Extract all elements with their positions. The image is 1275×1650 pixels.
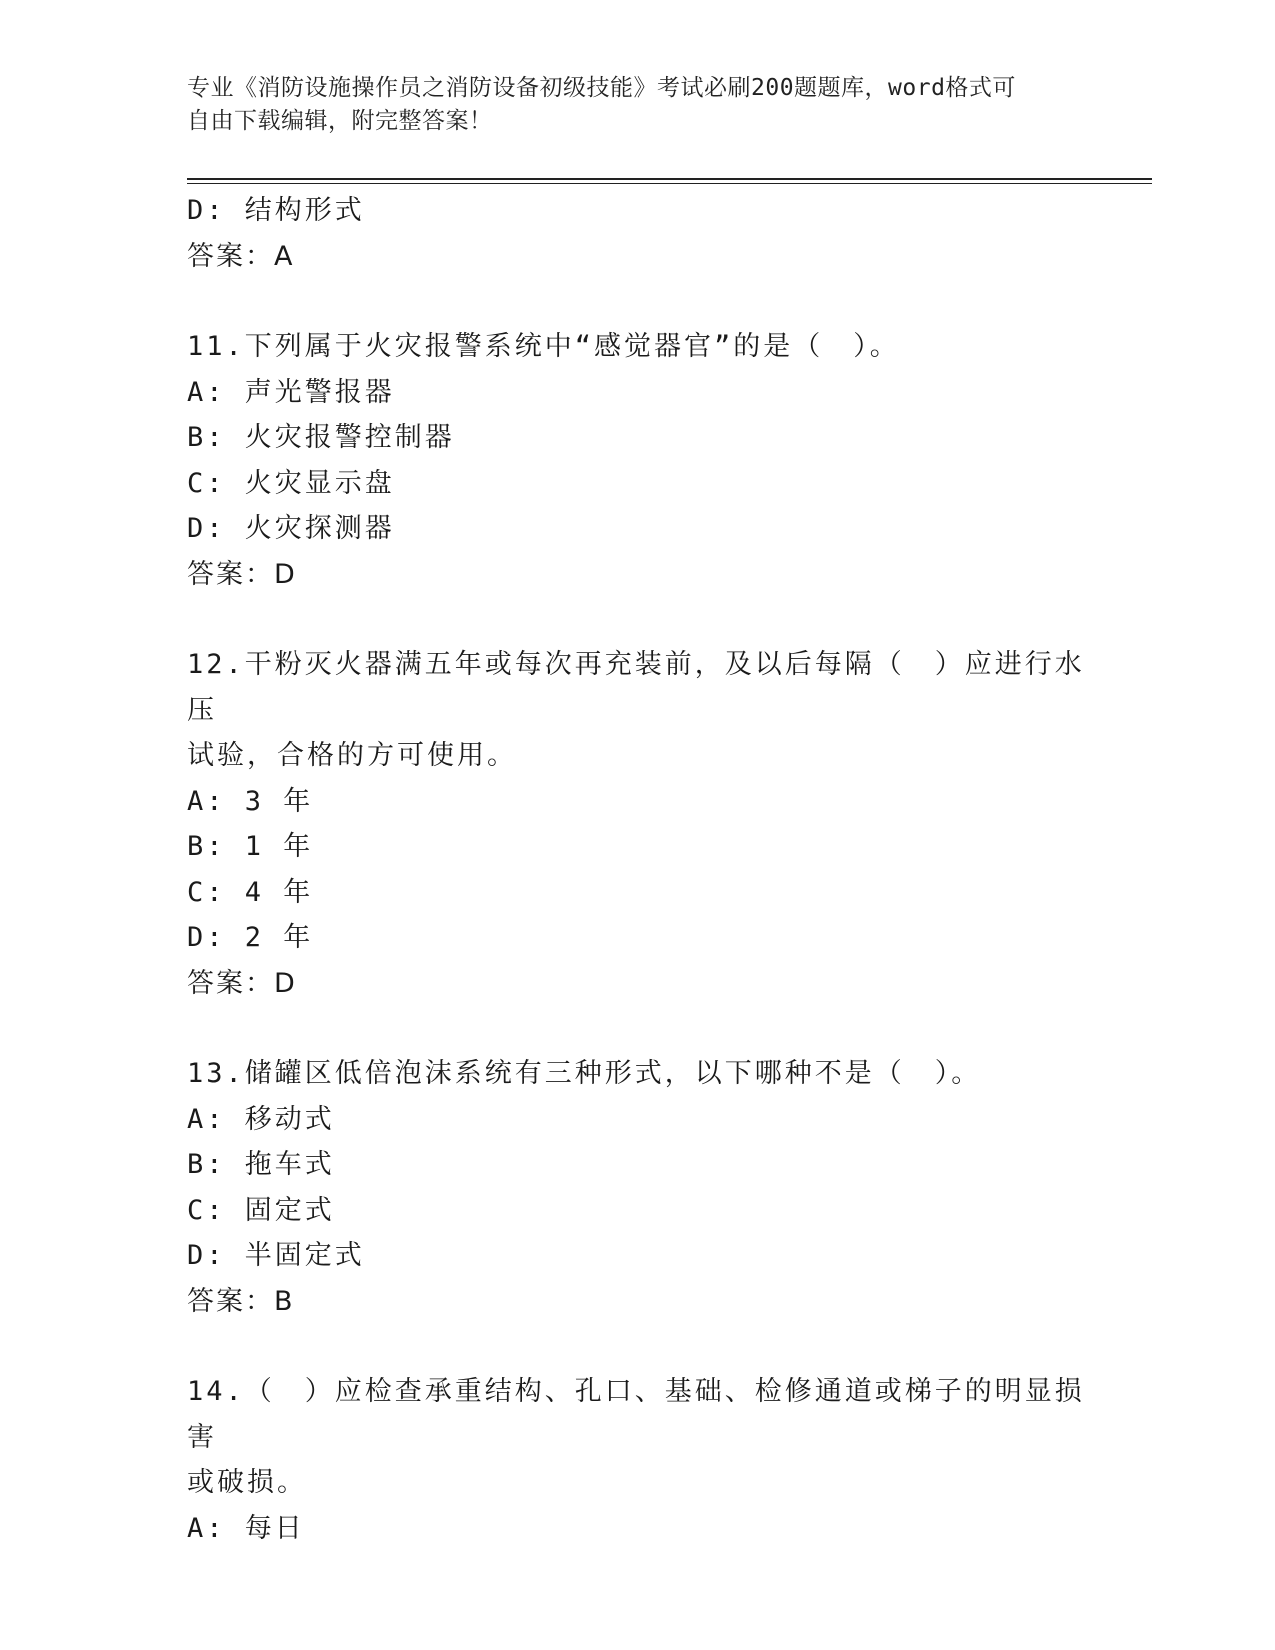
header-line-2: 自由下载编辑，附完整答案！ xyxy=(187,108,493,134)
answer: 答案：D xyxy=(187,558,297,590)
question-content xyxy=(187,188,1087,1551)
option-a: A: 移动式 xyxy=(187,1103,335,1135)
option-b: B: 火灾报警控制器 xyxy=(187,422,455,453)
answer: 答案：B xyxy=(187,1285,295,1317)
question-stem: 12.干粉灭火器满五年或每次再充装前，及以后每隔（ ）应进行水压 xyxy=(187,649,1085,726)
option-d: D: 火灾探测器 xyxy=(187,513,395,544)
question-stem: 14.（ ）应检查承重结构、孔口、基础、检修通道或梯子的明显损害 xyxy=(187,1376,1085,1453)
option-d: D: 半固定式 xyxy=(187,1240,365,1271)
question-stem-cont: 试验，合格的方可使用。 xyxy=(187,740,517,771)
question-13 xyxy=(187,1051,1087,1324)
header-divider-thin xyxy=(187,183,1152,184)
question-14 xyxy=(187,1369,1087,1551)
spacer xyxy=(187,279,1087,324)
header-line-1: 专业《消防设施操作员之消防设备初级技能》考试必刷200题题库，word格式可 xyxy=(187,75,1016,101)
spacer xyxy=(187,1324,1087,1369)
question-stem: 13.储罐区低倍泡沫系统有三种形式，以下哪种不是（ ）。 xyxy=(187,1058,982,1089)
option-d: D: 2 年 xyxy=(187,922,314,953)
document-header xyxy=(187,72,1067,138)
question-12 xyxy=(187,642,1087,1006)
prev-option-d: D: 结构形式 xyxy=(187,195,365,226)
header-divider-thick xyxy=(187,178,1152,180)
option-c: C: 4 年 xyxy=(187,876,314,908)
spacer xyxy=(187,597,1087,642)
option-a: A: 声光警报器 xyxy=(187,376,395,408)
spacer xyxy=(187,1006,1087,1051)
option-a: A: 3 年 xyxy=(187,785,314,817)
prev-answer: 答案：A xyxy=(187,240,295,272)
option-c: C: 火灾显示盘 xyxy=(187,467,395,499)
question-stem-cont: 或破损。 xyxy=(187,1467,307,1498)
question-11 xyxy=(187,324,1087,597)
option-b: B: 1 年 xyxy=(187,831,314,862)
option-b: B: 拖车式 xyxy=(187,1149,335,1180)
option-a: A: 每日 xyxy=(187,1512,305,1544)
question-stem: 11.下列属于火灾报警系统中“感觉器官”的是（ ）。 xyxy=(187,331,900,362)
answer: 答案：D xyxy=(187,967,297,999)
option-c: C: 固定式 xyxy=(187,1194,335,1226)
